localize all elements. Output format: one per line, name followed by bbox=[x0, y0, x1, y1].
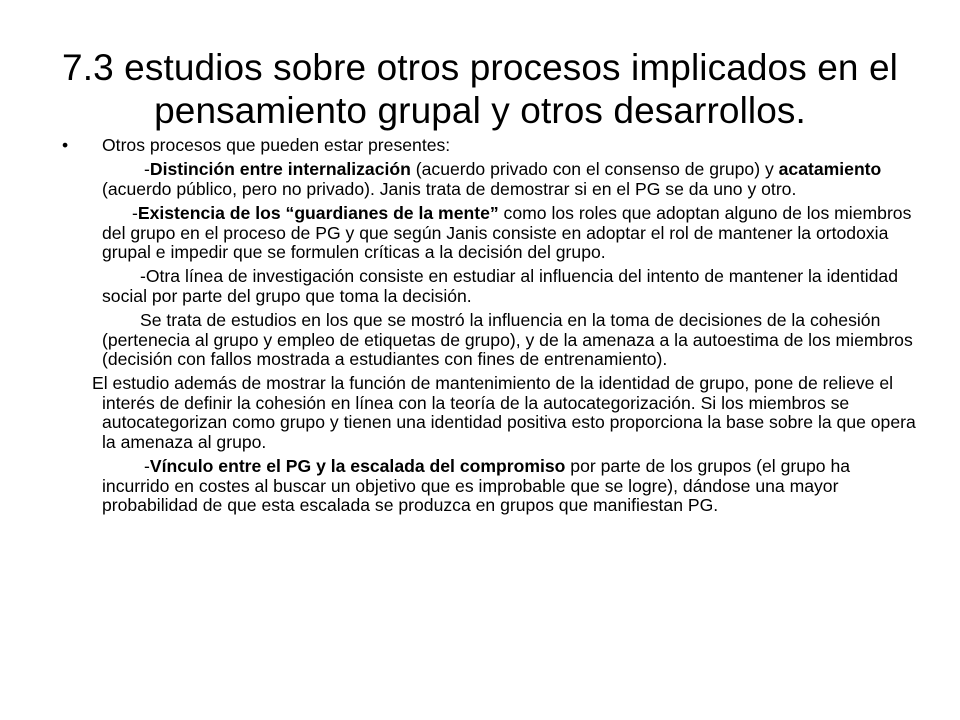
paragraph-prefix: - bbox=[144, 159, 150, 180]
paragraph-guardianes bbox=[62, 204, 918, 262]
bullet-text: Otros procesos que pueden estar presentes: bbox=[102, 135, 451, 155]
bullet-item bbox=[62, 136, 918, 155]
paragraph-prefix: - bbox=[132, 203, 138, 224]
paragraph-text: como los roles que adoptan alguno de los miembros del grupo en el proceso de PG y que según Janis consiste en adoptar el rol de mantener la ortodoxia grupal e impedir que se formulen críticas a la decisión del grupo. bbox=[102, 203, 912, 263]
paragraph-text: por parte de los grupos (el grupo ha incurrido en costes al buscar un objetivo que es improbable que se logre), dándose una mayor probabilidad de que esta escalada se produzca en grupos que manifiestan PG. bbox=[102, 456, 851, 515]
paragraph-text: -Otra línea de investigación consiste en estudiar al influencia del intento de mantener la identidad social por parte del grupo que toma la decisión. bbox=[102, 266, 898, 306]
paragraph-cohesion bbox=[62, 311, 918, 369]
paragraph-escalada bbox=[62, 457, 918, 515]
bold-term-internalizacion: Distinción entre internalización bbox=[149, 159, 411, 180]
slide-body bbox=[62, 136, 918, 520]
bold-term-escalada: Vínculo entre el PG y la escalada del compromiso bbox=[149, 456, 566, 477]
slide-title: 7.3 estudios sobre otros procesos implicados en el pensamiento grupal y otros desarrollos. bbox=[62, 47, 898, 131]
bullet-icon: • bbox=[62, 135, 69, 155]
paragraph-autocategorizacion bbox=[62, 374, 918, 452]
paragraph-prefix: - bbox=[144, 456, 150, 477]
paragraph-text: (acuerdo privado con el consenso de grupo) y bbox=[410, 159, 779, 180]
paragraph-internalizacion bbox=[62, 160, 918, 199]
bold-term-acatamiento: acatamiento bbox=[778, 159, 882, 180]
paragraph-text: Se trata de estudios en los que se mostró la influencia en la toma de decisiones de la cohesión (pertenecia al grupo y empleo de etiquetas de grupo), y de la amenaza a la autoestima de los miembros (decisión con fallos mostrada a estudiantes con fines de entrenamiento). bbox=[102, 310, 913, 370]
bold-term-guardianes: Existencia de los “guardianes de la mente” bbox=[137, 203, 499, 224]
paragraph-identidad-social bbox=[62, 267, 918, 306]
paragraph-text: El estudio además de mostrar la función de mantenimiento de la identidad de grupo, pone de relieve el interés de definir la cohesión en línea con la teoría de la autocategorización. Si los miembros se autocategorizan como grupo y tienen una identidad positiva esto proporciona la base sobre la que opera la amenaza al grupo. bbox=[92, 373, 916, 452]
paragraph-text: (acuerdo público, pero no privado). Janis trata de demostrar si en el PG se da uno y otro. bbox=[102, 178, 797, 199]
